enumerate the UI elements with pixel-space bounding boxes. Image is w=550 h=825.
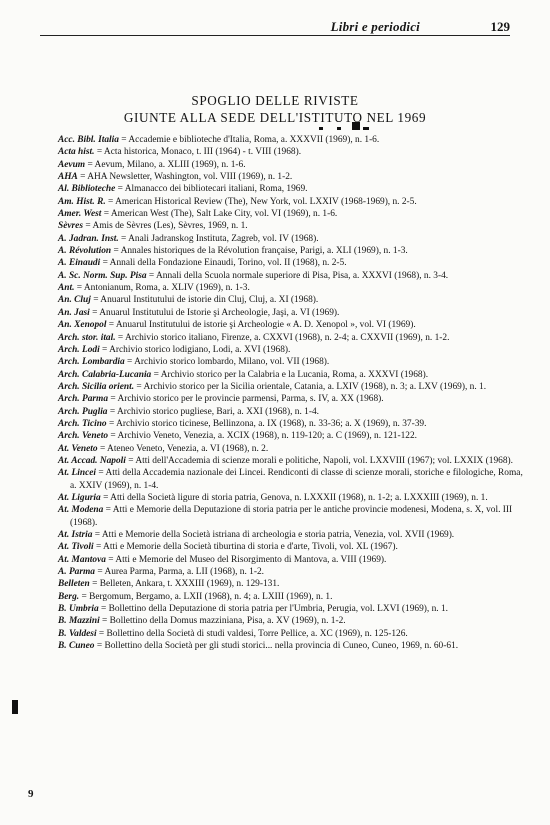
entry-description: = Annales historiques de la Révolution française, Parigi, a. XLI (1969), n. 1-3.	[111, 246, 408, 257]
entry-abbreviation: Arch. Sicilia orient.	[58, 381, 135, 392]
entry-description: = Anuarul Institutului de istorie şi Archeologie « A. D. Xenopol », vol. VI (1969).	[106, 320, 416, 331]
periodical-entry	[58, 455, 526, 467]
entry-abbreviation: At. Mantova	[58, 554, 106, 565]
entry-description: = Bollettino della Società di studi valdesi, Torre Pellice, a. XC (1969), n. 125-126.	[96, 628, 408, 639]
periodical-entry	[58, 628, 526, 640]
entry-abbreviation: AHA	[58, 172, 78, 183]
entry-abbreviation: At. Liguria	[58, 492, 101, 503]
entry-description: = Archivio storico per la Sicilia orientale, Catania, a. LXIV (1968), n. 3; a. LXV (1969), n. 1.	[134, 381, 487, 392]
entry-description: = American Historical Review (The), New York, vol. LXXIV (1968-1969), n. 2-5.	[105, 196, 417, 207]
periodical-entry	[58, 183, 526, 195]
entry-abbreviation: Arch. Ticino	[58, 418, 107, 429]
periodical-entry	[58, 591, 526, 603]
periodical-entry	[58, 406, 526, 418]
periodical-entry	[58, 245, 526, 257]
entry-description: = Archivio Veneto, Venezia, a. XCIX (1968), n. 119-120; a. C (1969), n. 121-122.	[108, 431, 417, 442]
entry-description: = Anuarul Institutului de istorie din Cluj, Cluj, a. XI (1968).	[90, 295, 319, 306]
entry-description: = Antonianum, Roma, a. XLIV (1969), n. 1-3.	[74, 283, 250, 294]
periodical-entry	[58, 467, 526, 492]
entry-abbreviation: Arch. stor. ital.	[58, 332, 116, 343]
entry-abbreviation: Al. Biblioteche	[58, 184, 116, 195]
entry-description: = Archivio storico ticinese, Bellinzona, a. IX (1968), n. 33-36; a. X (1969), n. 37-39.	[106, 418, 427, 429]
entry-abbreviation: Arch. Lodi	[58, 344, 100, 355]
entry-abbreviation: An. Jasi	[58, 307, 90, 318]
periodical-entry	[58, 492, 526, 504]
entry-description: = Amis de Sèvres (Les), Sèvres, 1969, n. 1.	[83, 221, 248, 232]
entry-description: = Atti e Memorie della Società istriana di archeologia e storia patria, Venezia, vol. XVII (1969).	[92, 530, 455, 540]
entry-abbreviation: At. Modena	[58, 505, 104, 516]
periodical-entry	[58, 554, 526, 566]
periodical-entry	[58, 220, 526, 232]
entry-abbreviation: Aevum	[58, 159, 86, 170]
running-title: Libri e periodici	[330, 19, 420, 34]
entry-description: = Atti e Memorie del Museo del Risorgimento di Mantova, a. VIII (1969).	[105, 554, 387, 565]
entry-description: = Bergomum, Bergamo, a. LXII (1968), n. 4; a. LXIII (1969), n. 1.	[79, 591, 333, 602]
periodical-entry	[58, 344, 526, 356]
entry-abbreviation: B. Valdesi	[58, 628, 97, 639]
entry-description: = Annali della Fondazione Einaudi, Torino, vol. II (1968), n. 2-5.	[100, 258, 347, 269]
entry-abbreviation: B. Mazzini	[58, 616, 100, 627]
entry-description: = Archivio storico lombardo, Milano, vol. VII (1968).	[124, 357, 330, 368]
periodical-entry	[58, 208, 526, 220]
entry-description: = Bollettino della Domus mazziniana, Pisa, a. XV (1969), n. 1-2.	[99, 616, 346, 627]
entry-abbreviation: An. Xenopol	[58, 320, 107, 331]
entry-description: = Atti della Accademia nazionale dei Lincei. Rendiconti di classe di scienze morali, storiche e filologiche, Roma, a. XXIV (1969), n. 1-4.	[70, 468, 523, 491]
ink-mark	[337, 127, 341, 130]
entry-abbreviation: B. Cuneo	[58, 641, 95, 652]
entry-abbreviation: Arch. Calabria-Lucania	[58, 369, 152, 380]
entry-description: = Aurea Parma, Parma, a. LII (1968), n. 1-2.	[94, 567, 265, 578]
entry-abbreviation: Arch. Lombardia	[58, 357, 125, 368]
entry-description: = AHA Newsletter, Washington, vol. VIII (1969), n. 1-2.	[77, 172, 293, 183]
periodical-entry	[58, 257, 526, 269]
entry-description: = Archivio storico pugliese, Bari, a. XXI (1968), n. 1-4.	[107, 406, 319, 417]
entry-abbreviation: Arch. Veneto	[58, 431, 109, 442]
entry-abbreviation: Ant.	[58, 283, 75, 294]
periodical-entry	[58, 356, 526, 368]
periodical-list	[58, 134, 526, 652]
periodical-entry	[58, 171, 526, 183]
entry-description: = American West (The), Salt Lake City, vol. VI (1969), n. 1-6.	[101, 209, 338, 220]
section-titles	[40, 92, 510, 126]
periodical-entry	[58, 369, 526, 381]
periodical-entry	[58, 294, 526, 306]
periodical-entry	[58, 159, 526, 171]
entry-abbreviation: Am. Hist. R.	[58, 196, 106, 207]
periodical-entry	[58, 134, 526, 146]
ink-mark	[12, 700, 18, 714]
entry-description: = Atti e Memorie della Deputazione di storia patria per le antiche provincie modenesi, Modena, s. X, vol. III (1968).	[70, 505, 513, 528]
entry-description: = Atti e Memorie della Società tiburtina di storia e d'arte, Tivoli, vol. XL (1967).	[93, 542, 398, 553]
periodical-entry	[58, 430, 526, 442]
entry-description: = Anuarul Institutului de Istorie şi Archeologie, Jaşi, a. VI (1969).	[89, 307, 340, 318]
periodical-entry	[58, 603, 526, 615]
entry-description: = Archivio storico per le provincie parmensi, Parma, s. IV, a. XX (1968).	[108, 394, 384, 405]
entry-abbreviation: B. Umbria	[58, 604, 99, 615]
entry-abbreviation: Sèvres	[58, 221, 83, 232]
periodical-entry	[58, 418, 526, 430]
ink-mark	[319, 127, 323, 130]
section-subtitle: GIUNTE ALLA SEDE DELL'ISTITUTO NEL 1969	[123, 110, 427, 125]
page-number: 129	[490, 19, 510, 34]
ink-mark	[363, 127, 369, 130]
periodical-entry	[58, 529, 526, 541]
entry-abbreviation: Belleten	[58, 579, 90, 590]
entry-abbreviation: At. Istria	[58, 530, 93, 540]
entry-description: = Aevum, Milano, a. XLIII (1969), n. 1-6.	[85, 159, 246, 170]
entry-description: = Atti dell'Accademia di scienze morali e politiche, Napoli, vol. LXXVIII (1967); vol. LXXIX (1968).	[125, 455, 513, 466]
entry-description: = Bollettino della Deputazione di storia patria per l'Umbria, Perugia, vol. LXVI (1969), n. 1.	[98, 604, 448, 615]
entry-description: = Ateneo Veneto, Venezia, a. VI (1968), n. 2.	[97, 443, 269, 454]
entry-description: = Archivio storico italiano, Firenze, a. CXXVI (1968), n. 2-4; a. CXXVII (1969), n. 1-2.	[115, 332, 450, 343]
entry-abbreviation: Amer. West	[58, 209, 102, 220]
periodical-entry	[58, 146, 526, 158]
periodical-entry	[58, 615, 526, 627]
periodical-entry	[58, 640, 526, 652]
entry-abbreviation: A. Révolution	[58, 246, 112, 257]
entry-abbreviation: A. Sc. Norm. Sup. Pisa	[58, 270, 147, 281]
entry-description: = Archivio storico lodigiano, Lodi, a. XVI (1968).	[99, 344, 291, 355]
entry-abbreviation: A. Einaudi	[58, 258, 101, 269]
entry-description: = Almanacco dei bibliotecari italiani, Roma, 1969.	[115, 184, 308, 195]
periodical-entry	[58, 443, 526, 455]
entry-description: = Archivio storico per la Calabria e la Lucania, Roma, a. XXXVI (1968).	[151, 369, 429, 380]
section-title: SPOGLIO DELLE RIVISTE	[191, 93, 359, 108]
entry-description: = Atti della Società ligure di storia patria, Genova, n. LXXXII (1968), n. 1-2; a. LXXXIII (1969), n. 1.	[100, 492, 488, 503]
periodical-entry	[58, 319, 526, 331]
entry-abbreviation: At. Accad. Napoli	[58, 455, 126, 466]
entry-description: = Belleten, Ankara, t. XXXIII (1969), n. 129-131.	[89, 579, 280, 590]
running-header	[40, 9, 510, 36]
entry-abbreviation: At. Veneto	[58, 443, 98, 454]
periodical-entry	[58, 381, 526, 393]
periodical-entry	[58, 393, 526, 405]
entry-description: = Anali Jadranskog Instituta, Zagreb, vol. IV (1968).	[118, 233, 319, 244]
periodical-entry	[58, 282, 526, 294]
entry-abbreviation: Arch. Parma	[58, 394, 109, 405]
periodical-entry	[58, 270, 526, 282]
entry-abbreviation: At. Tivoli	[58, 542, 94, 553]
entry-abbreviation: Berg.	[58, 591, 80, 602]
entry-abbreviation: A. Jadran. Inst.	[58, 233, 119, 244]
entry-description: = Acta historica, Monaco, t. III (1964) - t. VIII (1968).	[94, 147, 302, 158]
periodical-entry	[58, 307, 526, 319]
entry-abbreviation: Arch. Puglia	[58, 406, 108, 417]
entry-abbreviation: Acc. Bibl. Italia	[58, 135, 119, 145]
signature-number: 9	[28, 788, 34, 800]
entry-description: = Annali della Scuola normale superiore di Pisa, Pisa, a. XXXVI (1968), n. 3-4.	[146, 270, 449, 281]
entry-description: = Bollettino della Società per gli studi storici... nella provincia di Cuneo, Cuneo, 1969, n. 60-61.	[94, 641, 459, 652]
periodical-entry	[58, 578, 526, 590]
entry-abbreviation: A. Parma	[58, 567, 95, 578]
periodical-entry	[58, 332, 526, 344]
entry-abbreviation: At. Lincei	[58, 468, 97, 479]
entry-description: = Accademie e biblioteche d'Italia, Roma, a. XXXVII (1969), n. 1-6.	[118, 135, 380, 145]
entry-abbreviation: An. Cluj	[58, 295, 91, 306]
periodical-entry	[58, 566, 526, 578]
periodical-entry	[58, 541, 526, 553]
periodical-entry	[58, 196, 526, 208]
entry-abbreviation: Acta hist.	[58, 147, 95, 158]
periodical-entry	[58, 504, 526, 529]
periodical-entry	[58, 233, 526, 245]
